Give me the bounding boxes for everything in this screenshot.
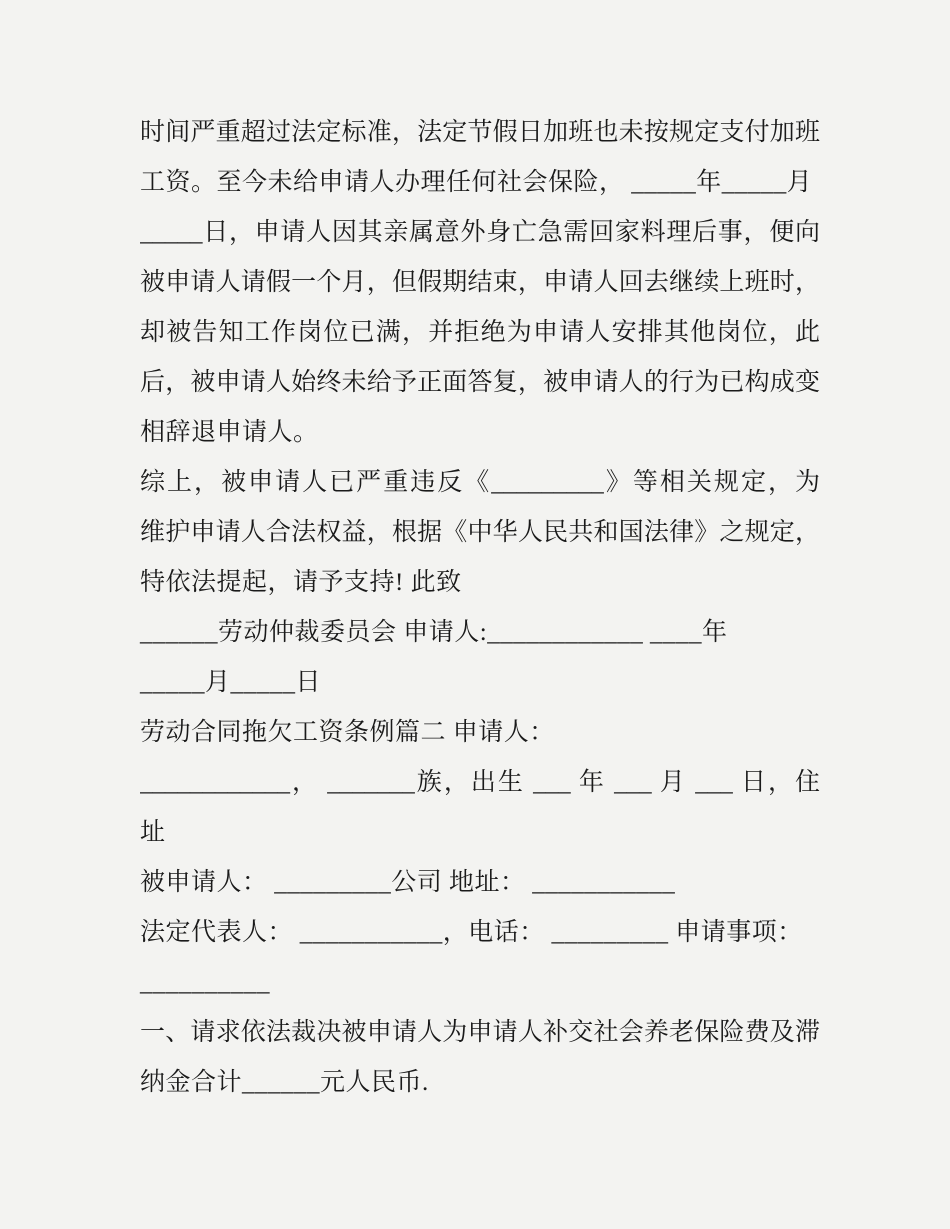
text-line-1: 时间严重超过法定标准，法定节假日加班也未按规定支付加班 bbox=[140, 119, 820, 146]
text-line-20: 纳金合计______元人民币. bbox=[140, 1069, 429, 1096]
text-line-11: ______劳动仲裁委员会 申请人:____________ ____年 bbox=[140, 619, 728, 646]
text-line-7: 相辞退申请人。 bbox=[140, 419, 319, 446]
text-line-8: 综上，被申请人已严重违反《_________》等相关规定，为 bbox=[140, 469, 820, 496]
text-line-18: __________ bbox=[140, 969, 270, 996]
document-body bbox=[140, 108, 820, 1108]
text-line-2: 工资。至今未给申请人办理任何社会保险， _____年_____月 bbox=[140, 169, 813, 196]
text-line-16: 被申请人： _________公司 地址： ___________ bbox=[140, 869, 676, 896]
text-line-15: 址 bbox=[140, 819, 166, 846]
text-line-17: 法定代表人： ___________，电话： _________ 申请事项： bbox=[140, 919, 803, 946]
text-line-6: 后，被申请人始终未给予正面答复，被申请人的行为已构成变 bbox=[140, 369, 820, 396]
text-line-14: ____________， _______族，出生 ___ 年 ___ 月 ___ 日，住 bbox=[140, 769, 820, 796]
text-line-13: 劳动合同拖欠工资条例篇二 申请人： bbox=[140, 719, 555, 746]
text-line-3: _____日，申请人因其亲属意外身亡急需回家料理后事，便向 bbox=[140, 219, 820, 246]
text-line-4: 被申请人请假一个月，但假期结束，申请人回去继续上班时， bbox=[140, 269, 820, 296]
text-line-10: 特依法提起，请予支持! 此致 bbox=[140, 569, 462, 596]
text-line-5: 却被告知工作岗位已满，并拒绝为申请人安排其他岗位，此 bbox=[140, 319, 820, 346]
text-line-9: 维护申请人合法权益，根据《中华人民共和国法律》之规定， bbox=[140, 519, 820, 546]
text-line-12: _____月_____日 bbox=[140, 669, 322, 696]
text-line-19: 一、请求依法裁决被申请人为申请人补交社会养老保险费及滞 bbox=[140, 1019, 820, 1046]
